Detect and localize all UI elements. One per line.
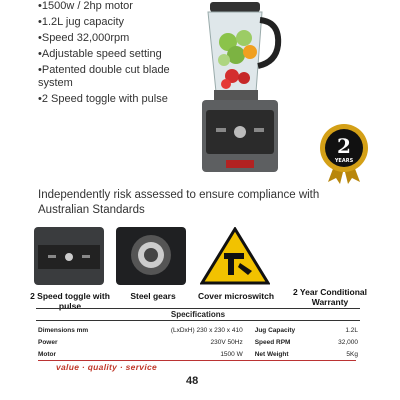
footer-divider — [38, 360, 356, 361]
spec-label: Jug Capacity — [254, 326, 296, 334]
badge-number: 2 — [337, 134, 351, 158]
spec-label: Speed RPM — [254, 338, 291, 346]
compliance-statement: Independently risk assessed to ensure compliance with Australian Standards — [38, 189, 320, 216]
feature-item: •1.2L jug capacity — [38, 16, 124, 28]
spec-value: 230V 50Hz — [210, 338, 243, 346]
table-row — [36, 324, 360, 336]
spec-value: 1.2L — [345, 326, 358, 334]
blender-image — [196, 0, 286, 176]
spec-label: Motor — [38, 350, 57, 358]
cover-microswitch-icon — [200, 227, 270, 285]
specifications-title: Specifications — [36, 308, 360, 321]
steel-gears-image — [116, 227, 186, 285]
warranty-seal-icon — [316, 120, 372, 184]
warranty-badge — [316, 120, 372, 184]
spec-value: (LxDxH) 230 x 230 x 410 — [170, 326, 243, 334]
feature-item: •Speed 32,000rpm — [38, 32, 130, 44]
specifications-table — [36, 308, 360, 360]
thumbnail-label: Cover microswitch — [197, 291, 275, 301]
table-row — [36, 348, 360, 360]
feature-list — [38, 0, 188, 109]
thumbnail-label: 2 Year Conditional Warranty — [292, 287, 367, 307]
feature-item: •Adjustable speed setting — [38, 48, 162, 60]
thumbnail-label: Steel gears — [130, 291, 176, 301]
badge-text: YEARS — [334, 158, 354, 164]
spec-value: 32,000 — [338, 338, 358, 346]
feature-thumbnails — [0, 227, 400, 311]
spec-label: Net Weight — [254, 350, 289, 358]
spec-label: Dimensions mm — [38, 326, 89, 334]
spec-value: 5Kg — [346, 350, 358, 358]
feature-item: •Patented double cut blade system — [38, 64, 170, 89]
spec-label: Power — [38, 338, 58, 346]
feature-item: •1500w / 2hp motor — [38, 0, 133, 12]
tagline: value · quality · service — [56, 362, 158, 372]
spec-value: 1500 W — [220, 350, 243, 358]
speed-toggle-image — [34, 227, 104, 285]
table-row — [36, 336, 360, 348]
page-number: 48 — [186, 375, 199, 387]
feature-item: •2 Speed toggle with pulse — [38, 93, 168, 105]
thumbnail-label: 2 Speed toggle with pulse — [30, 291, 110, 311]
